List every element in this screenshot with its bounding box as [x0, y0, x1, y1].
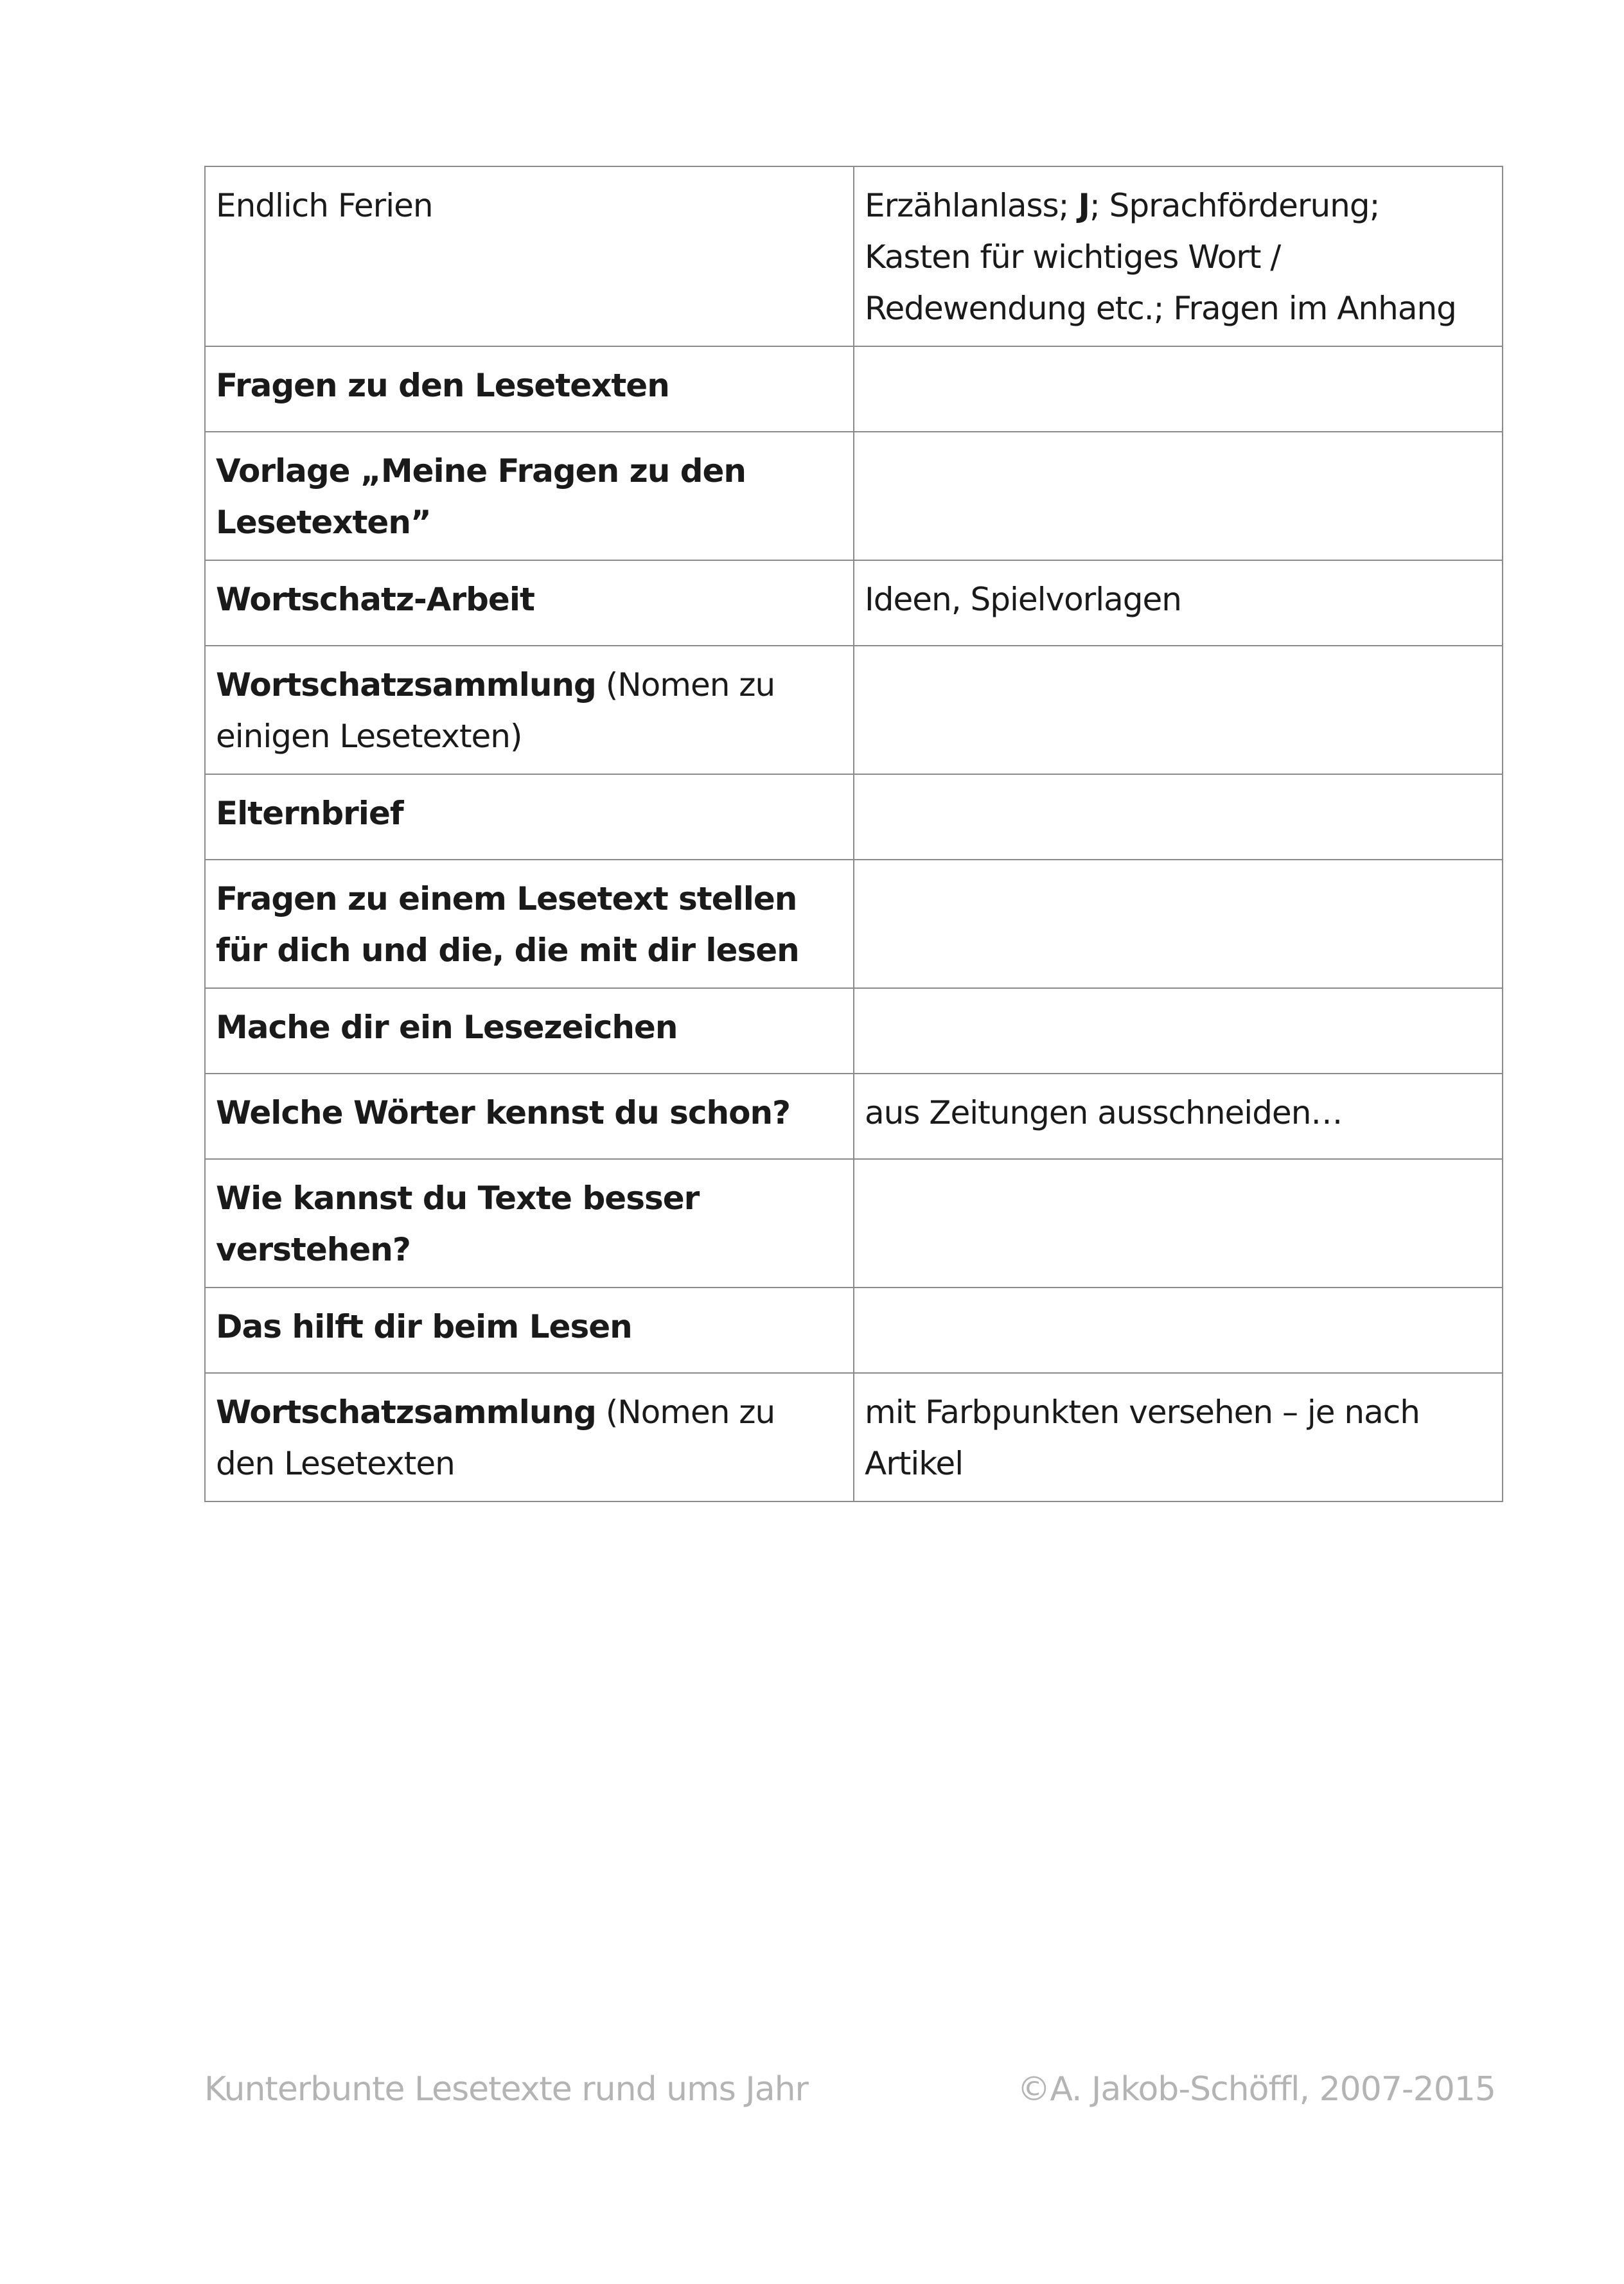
table-cell-right: [854, 166, 1503, 346]
cell-text: Endlich Ferien: [216, 187, 433, 224]
table-cell-right: [854, 774, 1503, 860]
table-cell-left: [205, 432, 854, 560]
table-cell-right: [854, 346, 1503, 432]
table-cell-left: [205, 166, 854, 346]
table-cell-left: [205, 1288, 854, 1373]
table-cell-left: [205, 560, 854, 646]
table-row: [205, 1373, 1503, 1501]
cell-bold-text: Mache dir ein Lesezeichen: [216, 1009, 678, 1046]
cell-bold-text: Das hilft dir beim Lesen: [216, 1308, 632, 1345]
table-cell-left: [205, 1074, 854, 1159]
cell-bold-text: J: [1078, 187, 1090, 224]
footer-title: Kunterbunte Lesetexte rund ums Jahr: [204, 2070, 808, 2109]
table-cell-left: [205, 646, 854, 774]
table-cell-right: [854, 988, 1503, 1074]
table-cell-right: [854, 1288, 1503, 1373]
table-cell-right: [854, 860, 1503, 988]
cell-bold-text: Elternbrief: [216, 795, 403, 832]
table-row: [205, 1074, 1503, 1159]
cell-text: mit Farbpunkten versehen – je nach Artikel: [865, 1394, 1420, 1482]
table-row: [205, 346, 1503, 432]
table-row: [205, 1288, 1503, 1373]
table-cell-left: [205, 1159, 854, 1288]
table-cell-left: [205, 860, 854, 988]
cell-bold-text: Wortschatzsammlung: [216, 1394, 596, 1431]
table-row: [205, 646, 1503, 774]
table-row: [205, 774, 1503, 860]
table-row: [205, 860, 1503, 988]
table-cell-left: [205, 346, 854, 432]
cell-bold-text: Wortschatzsammlung: [216, 666, 596, 704]
table-row: [205, 166, 1503, 346]
table-cell-right: [854, 1074, 1503, 1159]
table-cell-left: [205, 1373, 854, 1501]
footer-copyright: ©A. Jakob-Schöffl, 2007-2015: [1017, 2070, 1496, 2109]
cell-text: Ideen, Spielvorlagen: [865, 581, 1181, 618]
cell-text: aus Zeitungen ausschneiden…: [865, 1094, 1343, 1131]
content-table: [204, 166, 1503, 1502]
cell-text: (Nomen zu den Lesetexten: [216, 1394, 775, 1482]
table-cell-right: [854, 1159, 1503, 1288]
table-cell-left: [205, 774, 854, 860]
cell-bold-text: Wie kannst du Texte besser verstehen?: [216, 1180, 700, 1268]
table-cell-right: [854, 432, 1503, 560]
table-cell-right: [854, 1373, 1503, 1501]
cell-text: (Nomen zu einigen Lesetexten): [216, 666, 775, 755]
table-row: [205, 432, 1503, 560]
cell-text: Erzählanlass;: [865, 187, 1079, 224]
cell-bold-text: Fragen zu einem Lesetext stellen für dich und die, die mit dir lesen: [216, 880, 799, 969]
cell-bold-text: Welche Wörter kennst du schon?: [216, 1094, 791, 1131]
table-row: [205, 1159, 1503, 1288]
cell-bold-text: Wortschatz-Arbeit: [216, 581, 534, 618]
table-cell-right: [854, 560, 1503, 646]
cell-bold-text: Fragen zu den Lesetexten: [216, 367, 669, 404]
table-row: [205, 560, 1503, 646]
table-cell-right: [854, 646, 1503, 774]
table-cell-left: [205, 988, 854, 1074]
cell-bold-text: Vorlage „Meine Fragen zu den Lesetexten”: [216, 452, 746, 541]
table-row: [205, 988, 1503, 1074]
cell-text: ; Sprachförderung; Kasten für wichtiges Wort / Redewendung etc.; Fragen im Anhang: [865, 187, 1456, 327]
